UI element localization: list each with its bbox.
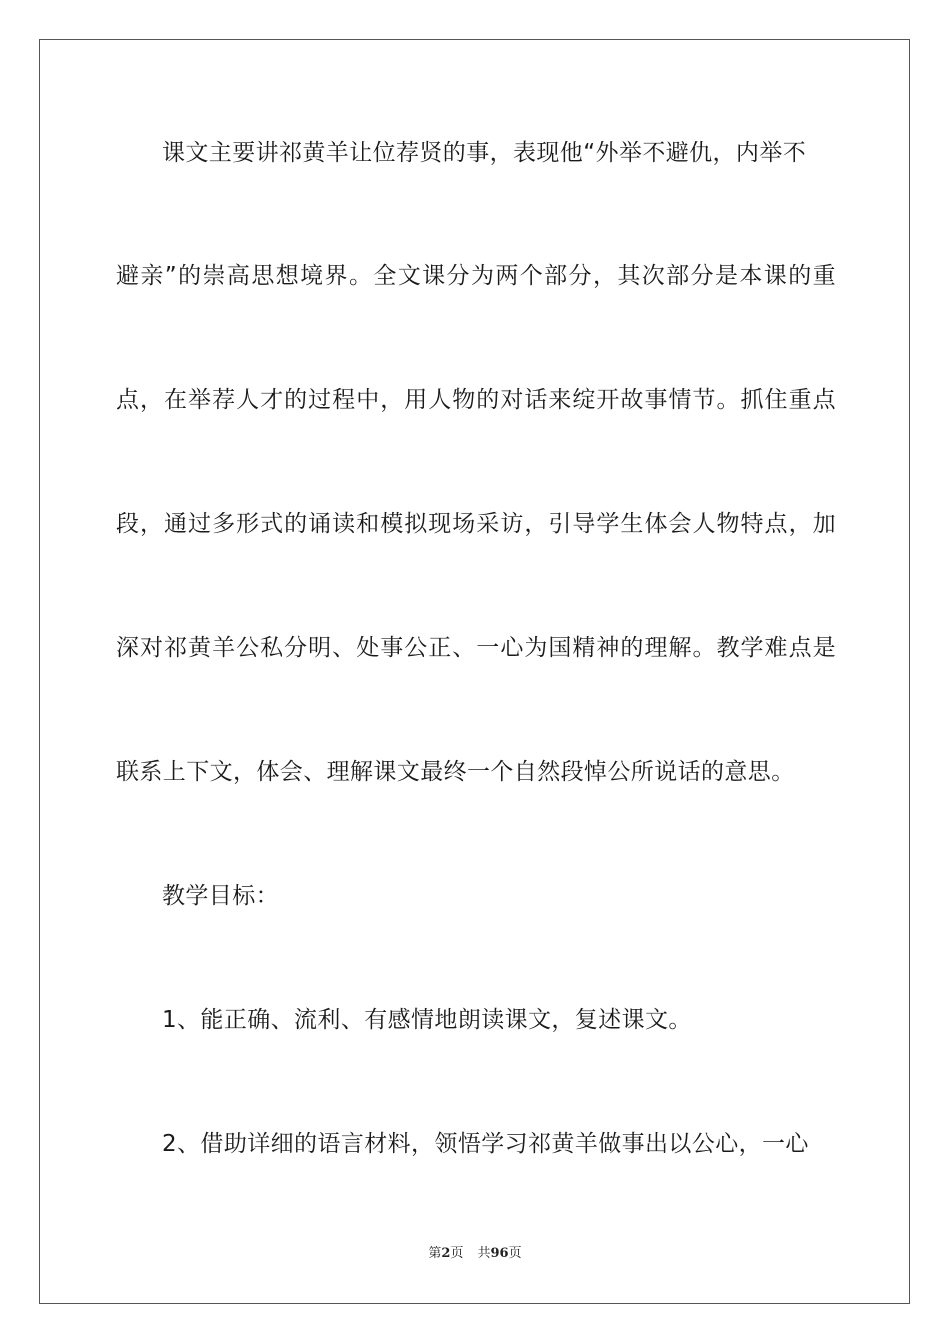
total-pages: 96 [490,1246,509,1261]
paragraph-1-line-4: 段，通过多形式的诵读和模拟现场采访，引导学生体会人物特点，加 [116,511,836,537]
page-prefix: 第 [428,1246,442,1261]
page-footer [0,1246,950,1262]
paragraph-1-line-1: 课文主要讲祁黄羊让位荐贤的事，表现他“外举不避仇，内举不 [162,140,807,166]
total-suffix: 页 [508,1246,522,1261]
paragraph-1-line-3: 点，在举荐人才的过程中，用人物的对话来绽开故事情节。抓住重点 [116,387,836,413]
section-heading-objectives: 教学目标： [162,883,279,909]
page-border [39,39,910,1304]
page-number: 2 [441,1246,451,1261]
objective-item-1: 1、能正确、流利、有感情地朗读课文，复述课文。 [162,1007,692,1033]
paragraph-1-line-6: 联系上下文，体会、理解课文最终一个自然段悼公所说话的意思。 [116,759,795,785]
objective-item-2: 2、借助详细的语言材料，领悟学习祁黄羊做事出以公心，一心 [162,1131,809,1157]
paragraph-1-line-2: 避亲”的崇高思想境界。全文课分为两个部分，其次部分是本课的重 [116,263,836,289]
paragraph-1-line-5: 深对祁黄羊公私分明、处事公正、一心为国精神的理解。教学难点是 [116,635,836,661]
total-prefix: 共 [477,1246,491,1261]
page-suffix: 页 [450,1246,464,1261]
